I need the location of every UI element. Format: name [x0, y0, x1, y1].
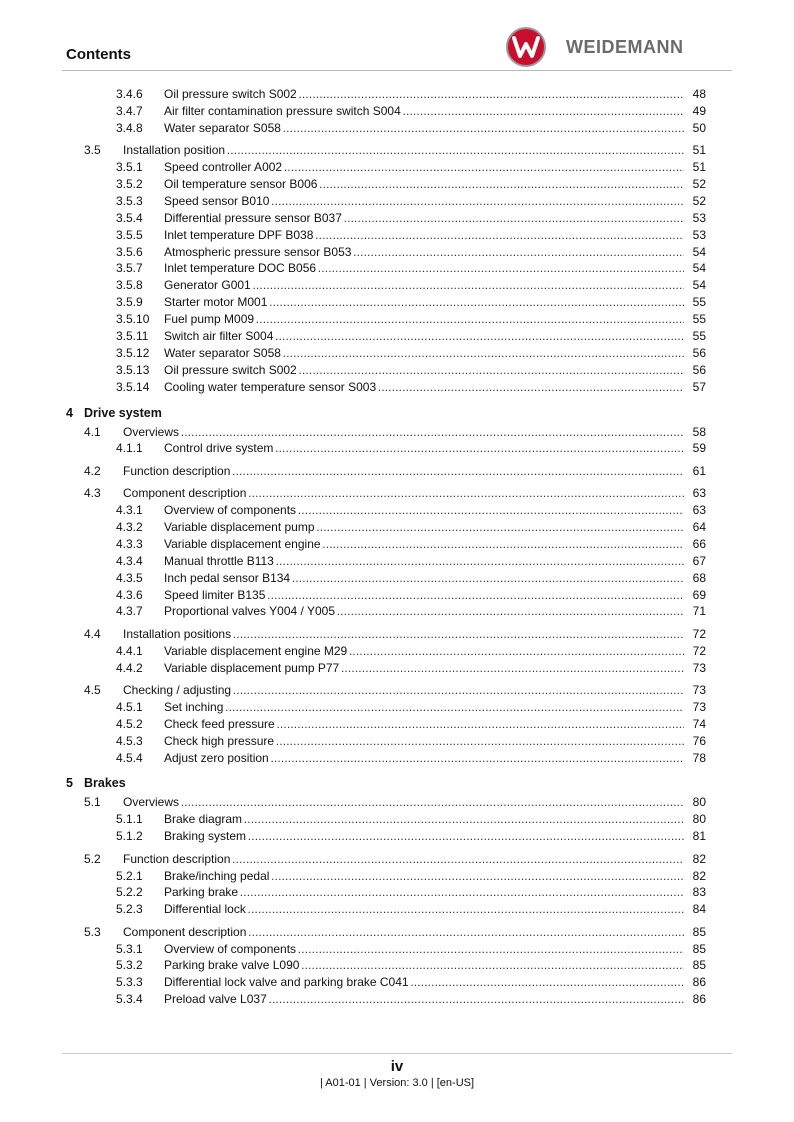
toc-entry-number: 5.1: [84, 795, 101, 810]
toc-entry-number: 4.5: [84, 683, 101, 697]
toc-entry[interactable]: [0, 294, 794, 311]
toc-entry-title: Installation positions . . .: [123, 626, 684, 643]
toc-entry[interactable]: [0, 626, 794, 643]
toc-entry-number: 4.1.1: [116, 441, 143, 456]
toc-entry-page: 72: [692, 626, 706, 641]
toc-entry-number: 3.4.8: [116, 120, 143, 135]
toc-entry-title: Cooling water temperature sensor S003 . . .: [164, 379, 684, 396]
toc-entry-page: 66: [692, 536, 706, 551]
toc-entry-page: 85: [692, 958, 706, 973]
toc-entry-title: Inlet temperature DOC B056 . . .: [164, 260, 684, 277]
toc-entry[interactable]: [0, 901, 794, 918]
page-number: iv: [390, 1058, 404, 1075]
toc-entry-title: Function description . . .: [123, 463, 684, 480]
toc-entry[interactable]: [0, 424, 794, 441]
toc-entry-page: 49: [692, 103, 706, 118]
toc-entry-number: 4.4.1: [116, 643, 143, 658]
toc-entry[interactable]: [0, 587, 794, 604]
toc-entry-number: 5.2: [84, 851, 101, 866]
toc-entry-title: Variable displacement engine . . .: [164, 536, 684, 553]
toc-entry-page: 73: [692, 660, 706, 675]
toc-entry-page: 82: [692, 868, 706, 883]
toc-entry-title: Adjust zero position . . .: [164, 750, 684, 767]
toc-entry-page: 51: [692, 160, 706, 175]
toc-entry[interactable]: [0, 794, 794, 811]
toc-entry-title: Differential lock . . .: [164, 901, 684, 918]
toc-entry-number: 5.1.2: [116, 829, 143, 844]
toc-entry-page: 82: [692, 851, 706, 866]
toc-entry-page: 84: [692, 902, 706, 917]
header-divider: [62, 70, 732, 71]
toc-entry-page: 80: [692, 812, 706, 827]
toc-entry-page: 55: [692, 328, 706, 343]
toc-entry-page: 86: [692, 975, 706, 990]
toc-entry-number: 3.5.7: [116, 261, 143, 276]
toc-entry-page: 54: [692, 244, 706, 259]
toc-entry-title: Oil pressure switch S002 . . .: [164, 86, 684, 103]
brand-logo: [506, 26, 726, 68]
toc-entry[interactable]: [0, 643, 794, 660]
toc-entry-number: 4.5.1: [116, 699, 143, 714]
toc-entry-title: Brake/inching pedal . . .: [164, 868, 684, 885]
toc-entry[interactable]: [0, 277, 794, 294]
toc-entry-number: 4.3.6: [116, 587, 143, 602]
toc-entry-title: Brake diagram . . .: [164, 811, 684, 828]
toc-entry-title: Switch air filter S004 . . .: [164, 328, 684, 345]
toc-entry-title: Inch pedal sensor B134 . . .: [164, 570, 684, 587]
weidemann-w-logo-icon: [506, 27, 546, 67]
toc-entry-title: Speed controller A002 . . .: [164, 159, 684, 176]
toc-entry-number: 3.5.4: [116, 210, 143, 225]
toc-chapter-number: 4: [66, 405, 73, 420]
toc-entry-title: Function description . . .: [123, 851, 684, 868]
toc-entry[interactable]: [0, 86, 794, 103]
toc-entry-number: 3.5.11: [116, 328, 149, 343]
toc-entry-number: 4.3.4: [116, 553, 143, 568]
toc-entry[interactable]: [0, 603, 794, 620]
toc-entry-page: 78: [692, 750, 706, 765]
toc-entry[interactable]: [0, 379, 794, 396]
toc-entry[interactable]: [0, 244, 794, 261]
toc-chapter-heading[interactable]: [0, 772, 794, 794]
toc-entry-number: 4.4: [84, 626, 101, 641]
toc-entry-page: 64: [692, 519, 706, 534]
toc-entry[interactable]: [0, 957, 794, 974]
toc-entry-title: Water separator S058 . . .: [164, 120, 684, 137]
toc-entry-title: Generator G001 . . .: [164, 277, 684, 294]
toc-entry-number: 4.3.2: [116, 519, 143, 534]
toc-entry-page: 61: [692, 463, 706, 478]
toc-entry-title: Set inching . . .: [164, 699, 684, 716]
toc-entry-page: 56: [692, 345, 706, 360]
toc-entry-number: 4.2: [84, 463, 101, 478]
toc-entry-page: 73: [692, 699, 706, 714]
toc-entry-title: Oil temperature sensor B006 . . .: [164, 176, 684, 193]
toc-entry-title: Overviews . . .: [123, 794, 684, 811]
toc-entry[interactable]: [0, 811, 794, 828]
toc-entry-title: Proportional valves Y004 / Y005 . . .: [164, 603, 684, 620]
toc-entry-page: 52: [692, 193, 706, 208]
toc-entry-title: Speed sensor B010 . . .: [164, 193, 684, 210]
toc-entry[interactable]: [0, 176, 794, 193]
toc-entry-title: Oil pressure switch S002 . . .: [164, 362, 684, 379]
toc-entry[interactable]: [0, 884, 794, 901]
document-version: | A01-01 | Version: 3.0 | [en-US]: [319, 1077, 475, 1089]
toc-entry-title: Braking system . . .: [164, 828, 684, 845]
toc-entry-number: 3.5.6: [116, 244, 143, 259]
toc-entry-page: 57: [692, 379, 706, 394]
toc-entry-page: 86: [692, 992, 706, 1007]
toc-entry[interactable]: [0, 345, 794, 362]
toc-entry[interactable]: [0, 103, 794, 120]
toc-entry-number: 3.5.9: [116, 295, 143, 310]
toc-entry-page: 53: [692, 227, 706, 242]
toc-entry[interactable]: [0, 120, 794, 137]
table-of-contents: [0, 86, 794, 1008]
toc-entry[interactable]: [0, 660, 794, 677]
toc-entry-title: Speed limiter B135 . . .: [164, 587, 684, 604]
toc-entry-title: Parking brake valve L090 . . .: [164, 957, 684, 974]
toc-entry-page: 48: [692, 87, 706, 101]
toc-entry-page: 74: [692, 716, 706, 731]
toc-entry[interactable]: [0, 485, 794, 502]
toc-entry-page: 54: [692, 261, 706, 276]
toc-entry-number: 4.3: [84, 486, 101, 501]
toc-entry-title: Variable displacement pump P77 . . .: [164, 660, 684, 677]
toc-entry-number: 3.5.8: [116, 278, 143, 293]
toc-entry-number: 3.5.13: [116, 362, 150, 377]
toc-entry[interactable]: [0, 159, 794, 176]
toc-chapter-title: Drive system: [84, 405, 162, 420]
toc-chapter-number: 5: [66, 776, 73, 791]
toc-entry[interactable]: [0, 311, 794, 328]
toc-entry-number: 4.3.3: [116, 536, 143, 551]
toc-entry-number: 3.4.7: [116, 103, 143, 118]
toc-entry-number: 3.5.3: [116, 193, 143, 208]
toc-entry-title: Overviews . . .: [123, 424, 684, 441]
toc-entry[interactable]: [0, 536, 794, 553]
toc-entry-number: 4.1: [84, 424, 101, 439]
toc-entry[interactable]: [0, 227, 794, 244]
toc-entry-title: Air filter contamination pressure switch S004 . . .: [164, 103, 684, 120]
toc-entry-title: Variable displacement pump . . .: [164, 519, 684, 536]
toc-entry[interactable]: [0, 210, 794, 227]
toc-entry[interactable]: [0, 328, 794, 345]
toc-entry-page: 73: [692, 683, 706, 697]
toc-entry-title: Installation position . . .: [123, 142, 684, 159]
toc-entry-title: Overview of components . . .: [164, 502, 684, 519]
toc-entry-number: 4.5.3: [116, 733, 143, 748]
toc-entry[interactable]: [0, 142, 794, 159]
toc-entry[interactable]: [0, 851, 794, 868]
toc-entry-number: 4.3.5: [116, 570, 143, 585]
toc-entry-title: Differential lock valve and parking brake C041 . . .: [164, 974, 684, 991]
toc-entry-number: 4.5.4: [116, 750, 143, 765]
toc-entry-number: 3.5: [84, 143, 101, 158]
toc-entry[interactable]: [0, 193, 794, 210]
toc-entry-page: 52: [692, 176, 706, 191]
toc-entry-title: Check feed pressure . . .: [164, 716, 684, 733]
toc-entry[interactable]: [0, 868, 794, 885]
toc-entry-number: 3.5.12: [116, 345, 150, 360]
toc-entry[interactable]: [0, 924, 794, 941]
toc-entry-title: Manual throttle B113 . . .: [164, 553, 684, 570]
toc-entry[interactable]: [0, 682, 794, 699]
toc-entry-page: 68: [692, 570, 706, 585]
toc-entry-page: 76: [692, 733, 706, 748]
toc-entry-page: 67: [692, 553, 706, 568]
toc-entry-number: 4.3.1: [116, 503, 143, 518]
toc-entry-number: 5.3.3: [116, 975, 143, 990]
toc-entry-number: 4.3.7: [116, 604, 143, 619]
toc-entry-page: 54: [692, 278, 706, 293]
toc-entry-page: 53: [692, 210, 706, 225]
toc-entry[interactable]: [0, 260, 794, 277]
toc-entry-page: 55: [692, 312, 706, 327]
toc-entry-page: 55: [692, 295, 706, 310]
toc-entry-title: Check high pressure . . .: [164, 733, 684, 750]
toc-entry-title: Atmospheric pressure sensor B053 . . .: [164, 244, 684, 261]
toc-entry-number: 5.2.2: [116, 885, 143, 900]
toc-entry[interactable]: [0, 974, 794, 991]
toc-entry-page: 85: [692, 924, 706, 939]
toc-entry-number: 3.5.1: [116, 160, 143, 175]
toc-entry[interactable]: [0, 362, 794, 379]
toc-entry-page: 56: [692, 362, 706, 377]
toc-entry[interactable]: [0, 941, 794, 958]
toc-entry[interactable]: [0, 570, 794, 587]
toc-entry-number: 3.4.6: [116, 87, 143, 101]
toc-entry-title: Variable displacement engine M29 . . .: [164, 643, 684, 660]
toc-entry[interactable]: [0, 699, 794, 716]
toc-chapter-heading[interactable]: [0, 402, 794, 424]
page-title: Contents: [66, 46, 131, 63]
footer-divider: [62, 1053, 732, 1054]
toc-entry-title: Preload valve L037 . . .: [164, 991, 684, 1008]
toc-entry[interactable]: [0, 716, 794, 733]
toc-entry-page: 63: [692, 486, 706, 501]
toc-entry-title: Parking brake . . .: [164, 884, 684, 901]
toc-entry-page: 50: [692, 120, 706, 135]
toc-entry-number: 4.4.2: [116, 660, 143, 675]
toc-entry-number: 5.1.1: [116, 812, 143, 827]
toc-entry-title: Overview of components . . .: [164, 941, 684, 958]
toc-entry-number: 4.5.2: [116, 716, 143, 731]
toc-entry[interactable]: [0, 733, 794, 750]
toc-entry-page: 71: [692, 604, 706, 619]
toc-entry-title: Inlet temperature DPF B038 . . .: [164, 227, 684, 244]
brand-name: WEIDEMANN: [566, 36, 684, 57]
toc-entry-title: Checking / adjusting . . .: [123, 682, 684, 699]
toc-entry-title: Fuel pump M009 . . .: [164, 311, 684, 328]
toc-entry-number: 5.2.1: [116, 868, 143, 883]
toc-entry[interactable]: [0, 463, 794, 480]
toc-entry[interactable]: [0, 519, 794, 536]
toc-entry-page: 72: [692, 643, 706, 658]
toc-entry-page: 59: [692, 441, 706, 456]
toc-entry-number: 3.5.14: [116, 379, 150, 394]
toc-entry-page: 85: [692, 941, 706, 956]
toc-entry-number: 3.5.5: [116, 227, 143, 242]
toc-entry-title: Differential pressure sensor B037 . . .: [164, 210, 684, 227]
toc-entry-page: 51: [692, 143, 706, 158]
toc-entry-page: 69: [692, 587, 706, 602]
toc-entry-title: Water separator S058 . . .: [164, 345, 684, 362]
toc-chapter-title: Brakes: [84, 776, 126, 791]
toc-entry-page: 83: [692, 885, 706, 900]
toc-entry-number: 5.2.3: [116, 902, 143, 917]
toc-entry[interactable]: [0, 440, 794, 457]
toc-entry[interactable]: [0, 828, 794, 845]
toc-entry-title: Component description . . .: [123, 485, 684, 502]
toc-entry-title: Control drive system . . .: [164, 440, 684, 457]
toc-entry-title: Component description . . .: [123, 924, 684, 941]
toc-entry-number: 3.5.2: [116, 176, 143, 191]
toc-entry-number: 3.5.10: [116, 312, 150, 327]
toc-entry[interactable]: [0, 991, 794, 1008]
toc-entry[interactable]: [0, 553, 794, 570]
toc-entry-number: 5.3.1: [116, 941, 143, 956]
toc-entry-number: 5.3.4: [116, 992, 143, 1007]
toc-entry-number: 5.3: [84, 924, 101, 939]
toc-entry-number: 5.3.2: [116, 958, 143, 973]
toc-entry[interactable]: [0, 502, 794, 519]
toc-entry-title: Starter motor M001 . . .: [164, 294, 684, 311]
toc-entry-page: 81: [692, 829, 706, 844]
toc-entry-page: 80: [692, 795, 706, 810]
toc-entry[interactable]: [0, 750, 794, 767]
toc-entry-page: 63: [692, 503, 706, 518]
toc-entry-page: 58: [692, 424, 706, 439]
